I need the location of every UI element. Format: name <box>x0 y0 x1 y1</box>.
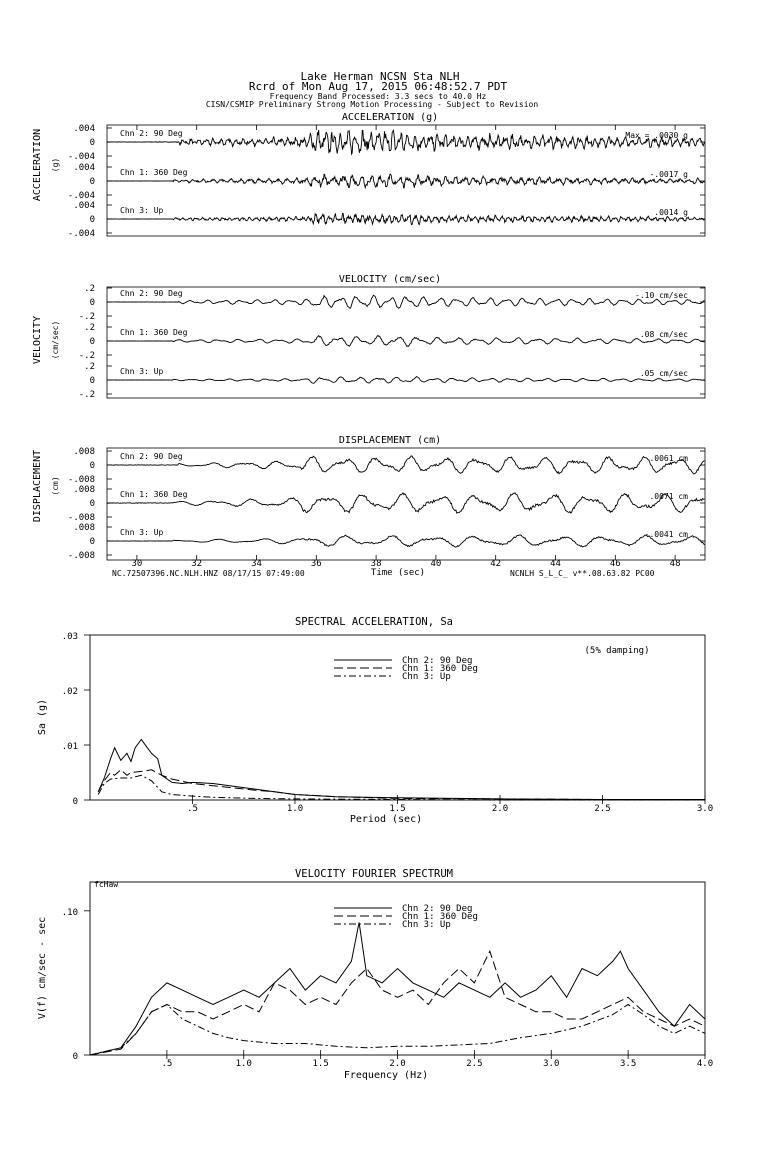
time-series-panel-vel <box>32 274 705 400</box>
channel-trace <box>107 335 704 346</box>
record-line: Rcrd of Mon Aug 17, 2015 06:48:52.7 PDT <box>248 80 508 93</box>
y-tick-label: 0 <box>72 1052 78 1062</box>
y-tick-label: 0 <box>89 376 95 386</box>
y-tick-label: .008 <box>73 485 95 495</box>
channel-name: Chn 1: 360 Deg <box>120 490 188 499</box>
x-tick-label: 3.0 <box>543 1059 560 1069</box>
footer-left: NC.72507396.NC.NLH.HNZ 08/17/15 07:49:00 <box>112 569 305 578</box>
series-line <box>98 770 705 800</box>
time-tick-label: 36 <box>310 559 322 569</box>
peak-value: .0014 g <box>654 208 688 217</box>
y-tick-label: .2 <box>84 323 95 333</box>
series-line <box>98 775 705 800</box>
y-tick-label: .2 <box>84 284 95 294</box>
time-tick-label: 42 <box>490 559 502 569</box>
x-tick-label: .5 <box>161 1059 173 1069</box>
y-tick-label: -.008 <box>67 513 95 523</box>
x-tick-label: 4.0 <box>696 1059 714 1069</box>
channel-trace <box>107 213 704 224</box>
footer-right: NCNLH S_L_C_ v**.08.63.82 PC00 <box>510 569 655 578</box>
y-tick-label: 0 <box>89 177 95 187</box>
time-series-panel-acc <box>32 112 705 239</box>
x-tick-label: 1.0 <box>286 804 304 814</box>
x-tick-label: 1.5 <box>389 804 406 814</box>
y-tick-label: .004 <box>73 163 95 173</box>
y-tick-label: -.004 <box>67 191 95 201</box>
y-tick-label: .008 <box>73 447 95 457</box>
y-tick-label: 0 <box>89 461 95 471</box>
channel-name: Chn 1: 360 Deg <box>120 168 188 177</box>
y-tick-label: 0 <box>89 499 95 509</box>
time-tick-label: 32 <box>191 559 203 569</box>
time-tick-label: 34 <box>251 559 262 569</box>
y-tick-label: -.004 <box>67 229 95 239</box>
vf-title: VELOCITY FOURIER SPECTRUM <box>294 868 454 880</box>
y-tick-label: .02 <box>61 687 78 697</box>
y-tick-label: .004 <box>73 124 95 134</box>
y-tick-label: .2 <box>84 362 95 372</box>
sa-x-axis-label: Period (sec) <box>349 814 423 825</box>
channel-trace <box>107 535 704 547</box>
vel-panel-title: VELOCITY (cm/sec) <box>338 274 442 285</box>
time-series-area <box>32 112 705 561</box>
y-tick-label: -.2 <box>78 351 95 361</box>
peak-value: .08 cm/sec <box>639 330 688 339</box>
legend-entry: Chn 3: Up <box>402 920 451 930</box>
vel-side-label: VELOCITY <box>32 315 43 365</box>
y-tick-label: 0 <box>89 298 95 308</box>
y-tick-label: .03 <box>61 632 78 642</box>
channel-trace <box>107 456 704 474</box>
x-tick-label: 2.0 <box>389 1059 406 1069</box>
vel-unit-label: (cm/sec) <box>51 320 60 360</box>
y-tick-label: 0 <box>89 537 95 547</box>
y-tick-label: -.004 <box>67 152 95 162</box>
sa-y-axis-label: Sa (g) <box>37 698 48 736</box>
peak-value: .0071 cm <box>649 492 688 501</box>
x-tick-label: .5 <box>187 804 198 814</box>
channel-trace <box>107 493 704 513</box>
peak-value: -.0017 g <box>649 170 688 179</box>
vf-y-axis-label: V(f) cm/sec - sec <box>37 916 48 1020</box>
x-tick-label: 1.0 <box>235 1059 252 1069</box>
y-tick-label: -.2 <box>78 390 95 400</box>
legend-entry: Chn 2: 90 Deg <box>402 904 473 914</box>
y-tick-label: -.2 <box>78 312 95 322</box>
channel-trace <box>107 174 704 188</box>
peak-value: -.10 cm/sec <box>635 291 688 300</box>
channel-name: Chn 2: 90 Deg <box>120 452 183 461</box>
channel-name: Chn 3: Up <box>120 206 164 215</box>
y-tick-label: .01 <box>61 742 78 752</box>
legend-entry: Chn 3: Up <box>402 672 451 682</box>
sa-title: SPECTRAL ACCELERATION, Sa <box>294 616 454 628</box>
time-tick-label: 38 <box>370 559 382 569</box>
channel-trace <box>107 130 704 154</box>
vf-x-axis-label: Frequency (Hz) <box>343 1070 429 1081</box>
acc-side-label: ACCELERATION <box>32 128 43 202</box>
processing-line: CISN/CSMIP Preliminary Strong Motion Processing - Subject to Revision <box>205 100 539 109</box>
dis-unit-label: (cm) <box>51 476 60 496</box>
legend-entry: Chn 1: 360 Deg <box>402 664 478 674</box>
channel-name: Chn 3: Up <box>120 528 164 537</box>
acc-unit-label: (g) <box>51 157 60 173</box>
x-tick-label: 2.5 <box>594 804 611 814</box>
dis-panel-title: DISPLACEMENT (cm) <box>338 435 442 446</box>
legend-entry: Chn 2: 90 Deg <box>402 656 473 666</box>
channel-name: Chn 3: Up <box>120 367 164 376</box>
time-tick-label: 30 <box>131 559 143 569</box>
time-tick-label: 46 <box>609 559 621 569</box>
y-tick-label: -.008 <box>67 551 95 561</box>
vel-panel-frame <box>107 287 705 398</box>
channel-name: Chn 2: 90 Deg <box>120 129 183 138</box>
y-tick-label: -.008 <box>67 475 95 485</box>
x-tick-label: 3.5 <box>619 1059 637 1069</box>
dis-side-label: DISPLACEMENT <box>32 449 43 523</box>
vf-corner-label: fcHaw <box>94 880 119 889</box>
y-tick-label: 0 <box>89 138 95 148</box>
x-tick-label: 1.5 <box>312 1059 329 1069</box>
y-tick-label: .008 <box>73 523 95 533</box>
time-tick-label: 40 <box>430 559 442 569</box>
velocity-fourier-chart <box>37 868 713 1081</box>
peak-value: .05 cm/sec <box>639 369 688 378</box>
x-tick-label: 3.0 <box>696 804 714 814</box>
time-tick-label: 48 <box>669 559 681 569</box>
time-axis-label: Time (sec) <box>370 568 426 578</box>
peak-value: -.0041 cm <box>644 530 688 539</box>
y-tick-label: 0 <box>72 797 78 807</box>
series-line <box>90 922 705 1055</box>
series-line <box>90 1005 705 1056</box>
channel-name: Chn 2: 90 Deg <box>120 289 183 298</box>
y-tick-label: 0 <box>89 215 95 225</box>
peak-value: Max = .0030 g <box>625 131 688 140</box>
time-series-panel-dis <box>32 435 705 561</box>
series-line <box>90 951 705 1055</box>
time-tick-label: 44 <box>550 559 561 569</box>
time-axis <box>112 125 681 578</box>
y-tick-label: 0 <box>89 337 95 347</box>
channel-trace <box>107 377 704 384</box>
band-line: Frequency Band Processed: 3.3 secs to 40.0 Hz <box>269 92 487 101</box>
channel-name: Chn 1: 360 Deg <box>120 328 188 337</box>
peak-value: .0061 cm <box>649 454 688 463</box>
plot-frame <box>90 635 705 800</box>
series-line <box>98 740 705 800</box>
legend-entry: Chn 1: 360 Deg <box>402 912 478 922</box>
x-tick-label: 2.5 <box>466 1059 483 1069</box>
x-tick-label: 2.0 <box>491 804 509 814</box>
sa-damping-annotation: (5% damping) <box>584 646 650 656</box>
channel-trace <box>107 295 704 308</box>
acc-panel-title: ACCELERATION (g) <box>341 112 439 123</box>
record-header <box>206 70 539 109</box>
spectral-acceleration-chart <box>37 616 713 825</box>
y-tick-label: .004 <box>73 201 95 211</box>
station-line: Lake Herman NCSN Sta NLH <box>300 70 460 83</box>
y-tick-label: .10 <box>61 907 78 918</box>
